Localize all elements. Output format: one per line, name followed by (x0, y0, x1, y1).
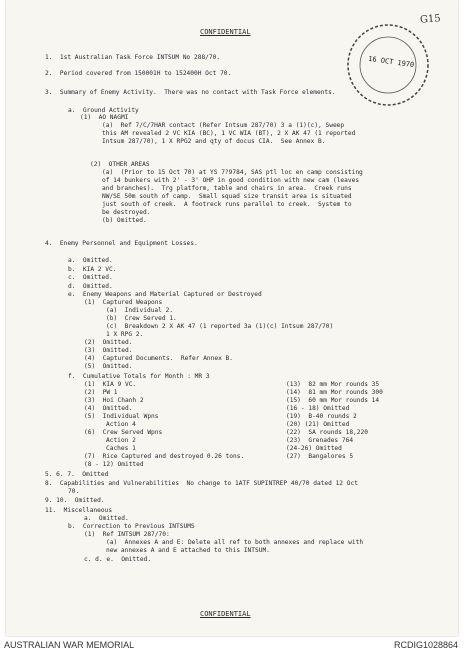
text-line: (1) Ref INTSUM 287/70: (84, 531, 170, 538)
text-line: (6) Crew Served Wpns (84, 429, 163, 436)
text-line: just south of creek. A footreck runs parallel to creek. System to (102, 201, 352, 208)
text-line: (5) Omitted. (84, 363, 133, 370)
text-line: c. d. e. Omitted. (84, 556, 152, 563)
text-line: (1) Captured Weapons (84, 299, 163, 306)
text-line: (24-26) Omitted (286, 445, 342, 452)
text-line: e. Enemy Weapons and Material Captured or Destroyed (68, 291, 262, 298)
text-line: a. Omitted. (68, 257, 113, 264)
text-line: 9. 10. Omitted. (45, 497, 105, 504)
text-line: (20) (21) Omitted (286, 421, 350, 428)
text-line: (27) Bangalores 5 (286, 453, 354, 460)
text-line: (a) (Prior to 15 Oct 70) at YS 7?9784, SAS ptl loc en camp consisting (102, 169, 363, 176)
text-line: (16 - 18) Omitted (286, 405, 350, 412)
text-line: (2) PW 1 (84, 389, 118, 396)
text-line: 8. Capabilities and Vulnerabilities No change to 1ATF SUPINTREP 40/70 dated 12 Oct (45, 480, 358, 487)
text-line: (1) AO NAGMI (80, 114, 129, 121)
text-line: 1 X RPG 2. (106, 331, 144, 338)
text-line: (8 - 12) Omitted (84, 461, 144, 468)
archive-footer (0, 637, 464, 654)
text-line: (3) Omitted. (84, 347, 133, 354)
text-line: of 14 bunkers with 2' - 3' OHP in good condition with new cam (leaves (102, 177, 360, 184)
text-line: Action 4 (106, 421, 136, 428)
text-line: (2) Omitted. (84, 339, 133, 346)
text-line: (5) Individual Wpns (84, 413, 159, 420)
archive-name: AUSTRALIAN WAR MEMORIAL (4, 640, 135, 650)
text-line: (2) OTHER AREAS (90, 161, 150, 168)
archive-id: RCDIG1028864 (393, 640, 458, 650)
text-line: 3. Summary of Enemy Activity. There was no contact with Task Force elements. (45, 89, 336, 96)
text-line: be destroyed. (102, 209, 151, 216)
text-line: d. Omitted. (68, 283, 113, 290)
text-line: b. KIA 2 VC. (68, 266, 117, 273)
text-line: (1) KIA 9 VC. (84, 381, 137, 388)
text-line: NW/SE 50m south of camp. Small squad size transit area is situated (102, 193, 352, 200)
text-line: (7) Rice Captured and destroyed 0.26 tons. (84, 453, 245, 460)
text-line: (15) 60 mm Mor rounds 14 (286, 397, 380, 404)
text-line: Caches 1 (106, 445, 136, 452)
text-line: new annexes A and E attached to this INTSUM. (106, 547, 270, 554)
text-line: (4) Omitted. (84, 405, 133, 412)
text-line: (a) Ref 7/C/7HAR contact (Refer Intsum 287/70) 3 a (1)(c), Sweep (102, 122, 345, 129)
text-line: (b) Omitted. (102, 217, 147, 224)
handwritten-reference: G15 (419, 13, 442, 26)
text-line: 4. Enemy Personnel and Equipment Losses. (45, 240, 198, 247)
text-line: Action 2 (106, 437, 136, 444)
text-line: (a) Annexes A and E: Delete all ref to both annexes and replace with (106, 539, 364, 546)
text-line: Intsum 287/70), 1 X RPG2 and qty of docus CIA. See Annex B. (102, 138, 326, 145)
text-line: (a) Individual 2. (106, 307, 174, 314)
text-line: 11. Miscellaneous (45, 507, 113, 514)
text-line: c. Omitted. (68, 274, 113, 281)
classification-top: CONFIDENTIAL (200, 28, 251, 36)
text-line: 1. 1st Australian Task Force INTSUM No 288/70. (45, 54, 221, 61)
text-line: (22) SA rounds 18,220 (286, 429, 368, 436)
text-line: a. Ground Activity (68, 107, 139, 114)
text-line: (4) Captured Documents. Refer Annex B. (84, 355, 234, 362)
text-line: (c) Breakdown 2 X AK 47 (1 reported 3a (1)(c) Intsum 287/70) (106, 323, 334, 330)
stamp-date: 16 OCT 1970 (367, 54, 415, 70)
classification-bottom: CONFIDENTIAL (200, 610, 251, 618)
text-line: f. Cumulative Totals for Month : MR 3 (68, 373, 210, 380)
text-line: 5. 6. 7. Omitted (45, 471, 109, 478)
text-line: (14) 81 mm Mor rounds 300 (286, 389, 383, 396)
text-line: (3) Hoi Chanh 2 (84, 397, 144, 404)
text-line: (b) Crew Served 1. (106, 315, 177, 322)
text-line: and branches). Trg platform, table and chairs in area. Creek runs (102, 185, 352, 192)
text-line: a. Omitted. (84, 515, 129, 522)
text-line: 70. (68, 488, 80, 495)
text-line: 2. Period covered from 150001H to 152400H Oct 70. (45, 70, 232, 77)
text-line: this AM revealed 2 VC KIA (BC), 1 VC WIA (BT), 2 X AK 47 (1 reported (102, 130, 356, 137)
text-line: (23) Grenades 764 (286, 437, 354, 444)
text-line: (19) B-40 rounds 2 (286, 413, 357, 420)
text-line: b. Correction to Previous INTSUMS (68, 523, 195, 530)
text-line: (13) 82 mm Mor rounds 35 (286, 381, 380, 388)
